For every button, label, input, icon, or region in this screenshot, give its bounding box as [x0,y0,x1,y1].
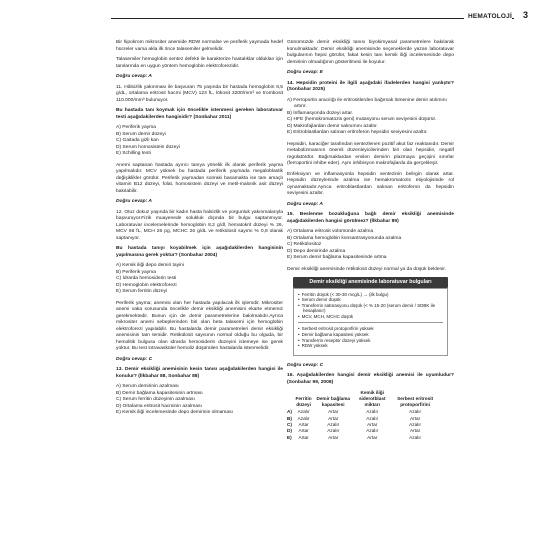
table-cell: Azalır [409,409,422,415]
table-cell: Artar [410,428,421,434]
table-cell: Artar [298,421,309,427]
answer-line: Doğru cevap: A [287,201,323,207]
table-cell: A) [287,409,292,415]
answer-line: Doğru cevap: C [287,362,324,368]
answer-line: Doğru cevap: A [116,199,152,204]
option: A) Ferroportin aracılığı ile eritrositlerden bağırsak lümenine demir atılımını artırır. [287,97,447,109]
answer-table [287,390,437,441]
option: B) İnflamasyonda düzeyi artar. [287,110,354,116]
lab-findings-list-high [298,326,443,348]
lab-finding: • Demir bağlama kapasitesi yüksek [298,332,443,338]
table-cell: Artar [367,421,378,427]
table-cell: Artar [328,434,339,440]
option: C) HFE (hemokromatozis geni) mutasyonu serum seviyesini düşürür. [287,117,437,122]
paragraph: Hepsidin, karaciğer tarafından sentezlenen pozitif akut faz reaktanıdır. Demir metabolizmasının önemli düzenleyicilerinden biri olan hepsidin, negatif regülatördür. Bağırsaklardan emilen demirin plazmaya geçişini sınırlar (ferroportini inhibe eder). Aynı inhibisyon makrofajlarda da gerçekleşir. [287,141,454,166]
table-cell: Artar [410,415,421,421]
header-rule [111,18,514,19]
answer-line: Doğru cevap: E [287,70,323,75]
table-header: Kemik iliği siderotblast miktarı [358,390,386,407]
question-16: 16. Aşağıdakilerden hangisi demir eksikliği anemisi ile uyumludur? (Sonbahar 99, 2008) [287,373,454,385]
option: A) Kemik iliği depo demiri tayini [116,263,184,268]
table-cell: Azalır [409,421,422,427]
table-cell: Azalır [366,409,379,415]
lab-findings-box [287,277,454,356]
option: D) Ortalama eritrosit hacminin azalması [116,403,202,409]
option: B) Serum demir düzeyi [116,131,166,137]
option: D) Makrofajlardan demir salınımını azaltır. [287,123,378,129]
table-cell: Azalır [297,409,310,415]
paragraph: Günümüzde demir eksikliği tanısı biyokimyasal parametrelere bakılarak konulmaktadır. Demir eksikliği anemisinde seçeneklerde yazan laboratuvar bulgularının hepsi görülür, fakat kesin tanı kemik iliği incelemesinde depo demirinin olmadığının gösterilmesi ile koyulur. [287,40,454,65]
options-list [287,98,454,137]
left-column [116,40,283,422]
option: B) Periferik yayma [116,269,156,275]
options-list [287,229,454,262]
answer-line: Doğru cevap: A [116,74,152,79]
paragraph: Talasemiler hemoglobin sentez defekti ile karakterize hastalıklar olduklan için tanılarında en uygun yöntem hemoglobin elektroforezidir. [116,57,283,69]
paragraph: Anemi saptanan hastada ayırıcı tanıya yönelik ilk olarak periferik yayma yapılmalıdır. MCV yüksek bu hastada periferik yaymada megaloblastik değişiklikler görülür. Periferik yaymadan sonraki basamakta ise tanı amaçlı vitamin B12 düzeyi, folat, homosistein düzeyi ve metil-malonik asit düzeyi bakılabilir. [116,162,283,194]
table-cell: B) [287,415,292,421]
option: C) Retikülositoz [287,242,322,247]
option: C) Gaitada gizli kan [116,138,159,143]
option: E) Serum ferritin düzeyi [116,289,168,294]
lab-findings-title: Demir eksikliği anemisinde laboratuvar bulguları [293,277,448,288]
table-cell: E) [287,434,292,440]
header-title: HEMATOLOJİ [464,13,512,20]
table-cell: Artar [328,409,339,415]
option: E) Schilling testi [116,151,151,156]
option: D) Hemoglobin elektroforezi [116,282,177,288]
option: A) Serum demirinin azalması [116,384,179,389]
question-12-prompt: Bu hastada tanıyı koyabilmek için aşağıdakilerden hangisinin yapılmasına gerek yoktur? (Sonbahar 2004) [116,246,283,258]
option: A) Ortalama eritrosit volümünde azalma [287,229,374,234]
table-header: Ferritin düzeyi [295,395,312,407]
table-cell: Azalır [327,428,340,434]
table-cell: Azalır [409,434,422,440]
question-14: 14. Hepsidin proteini ile ilgili aşağıdaki ifadelerden hangisi yanlıştır? (Sonbahar 2025) [287,80,454,92]
question-15: 15. Beslenme bozukluğuna bağlı demir eksikliği anemisinde aşağıdakilerden hangisi görülmez? (İlkbahar 89) [287,212,454,224]
lab-finding: • Transferrin reseptör düzeyi yüksek [298,338,443,344]
right-column [287,40,454,441]
question-12: 12. Otuz dokuz yaşında bir kadın hasta halsizlik ve yorgunluk yakınmalarıyla başvuruyor.Fizik muayenede solukluk dışında bir bulgu saptanmıyor. Laboratuvar incelemelerinde hemoglobin 8,2 g/dl, hematokrit düzeyi % 26, MCV 66 fL, MCH 26 pg, MCHC 26 g/dL ve retikülosit sayımı % 0,8 olarak saptanıyor. [116,209,283,241]
lab-finding: • RDW yüksek [298,343,443,349]
table-header: Demir bağlama kapasitesi [316,395,351,407]
option: B) Demir bağlama kapasitesinin artması [116,390,203,396]
table-header: Serbest eritrosit protoporfirini [397,395,434,407]
lab-findings-body [293,288,448,356]
table-cell: Azalır [297,415,310,421]
question-11-prompt: Bu hastada tanı koymak için öncelikle istenmesi gereken laboratuvar testi aşağıdakilerden hangisidir? (Sonbahar 2011) [116,108,283,120]
lab-finding: • Ferritin düşük (< 30-30 mcg/L) → (ilk bulgu) [298,292,443,298]
table-cell: Azalır [366,415,379,421]
option: E) Kemik iliği incelemesinde depo demirinin olmaması [116,410,233,415]
table-header-row [287,390,437,409]
option: D) Depo demirinde azalma [287,248,346,254]
table-cell: Artar [367,434,378,440]
option: C) Serum ferritin düzeyinin azalması [116,397,195,402]
lab-finding: • Serbest eritrosit protoporfirin yüksek [298,326,443,332]
box-divider [298,322,443,323]
paragraph: Demir eksikliği anemisinde retikülosit düzeyi normal ya da düşük beklenir. [287,266,447,272]
table-row [287,435,437,441]
table-cell: Artar [298,428,309,434]
question-11: 11. Hâlsizlik yakınması ile başvuran 75 yaşında bir hastada hemoglobin 8,5 g/dL, ortalama eritrosit hacmi (MCV) 123 fL, lökosit 3200/mm³ ve trombosit 110.000/mm³ bulunuyor. [116,84,283,103]
option: D) Serum homosistein düzeyi [116,144,180,150]
page-header [0,8,550,30]
paragraph: Periferik yayma; anemisi olan her hastada yapılacak ilk işlemdir. Mikrositer anemi vaka sorusunda öncelikle demir eksikliği anemisini ekarte etmemiz gerekmektedir. Bunun için de demir parametrelerine bakılmalıdır.Ayrıca mikrositer anemi sebeplerinden biri olan beta talasemi için hemoglobin elektroforezi yapılabilir. Bu hastalarda demir parametreleri demir eksikliği anemisinin tam tersidir. Retikülosit sayısının normal olduğu bu olguda, bir hemolitik bulgusu olan idrarda hemosiderin düzeyini istemeye ise gerek yoktur. Bu test intravasküler hemoliz düşünülen hastalarda istenmelidir. [116,300,283,351]
paragraph: Bir hipokrom mikrositer anemide RDW normalse ve periferik yaymada hedef hücreler varsa akla ilk önce talasemiler gelmelidir. [116,40,283,52]
lab-finding: • Serum demir düşük [298,297,443,303]
options-list [116,263,283,296]
options-list [116,125,283,158]
page-number: 3 [522,10,528,20]
table-cell: C) [287,421,292,427]
option: E) Eritroblastlardan salınan eritroferon hepsidin seviyesini azaltır. [287,130,428,135]
option: A) Periferik yayma [116,125,156,130]
table-cell: Azalır [327,421,340,427]
table-cell: Artar [298,434,309,440]
lab-findings-list-low [298,292,443,320]
lab-finding: • Transferrin satürasyonu düşük (< % 15-20 (serum demir / SDBK ile hesaplanır) [298,303,443,314]
option: E) Serum demir bağlama kapasitesinde artma [287,255,387,260]
table-cell: D) [287,428,292,434]
question-13: 13. Demir eksikliği anemisinin kesin tanısı aşağıdakilerden hangisi ile konulur? (İlkbahar 88, Sonbahar 88) [116,367,283,379]
table-cell: Artar [328,415,339,421]
lab-finding: • MCV, MCH, MCHC düşük [298,314,443,320]
answer-line: Doğru cevap: C [116,356,153,362]
table-cell: Azalır [366,428,379,434]
paragraph: Enfeksiyon ve inflamasyonla hepsidin sentezinin belirgin olarak artar. Hepsidin düzeylerinde azalma ise hemakromatozis etiyolojisinde rol oynamaktadır.Ayrıca eritroblastlardan salınan eritroferon da hepsidin seviyesini azaltır. [287,171,454,196]
option: B) Ortalama hemoglobin konsantrasyonunda azalma [287,235,402,241]
options-list [116,384,283,417]
option: C) İdrarda hemosiderin testi [116,276,177,281]
